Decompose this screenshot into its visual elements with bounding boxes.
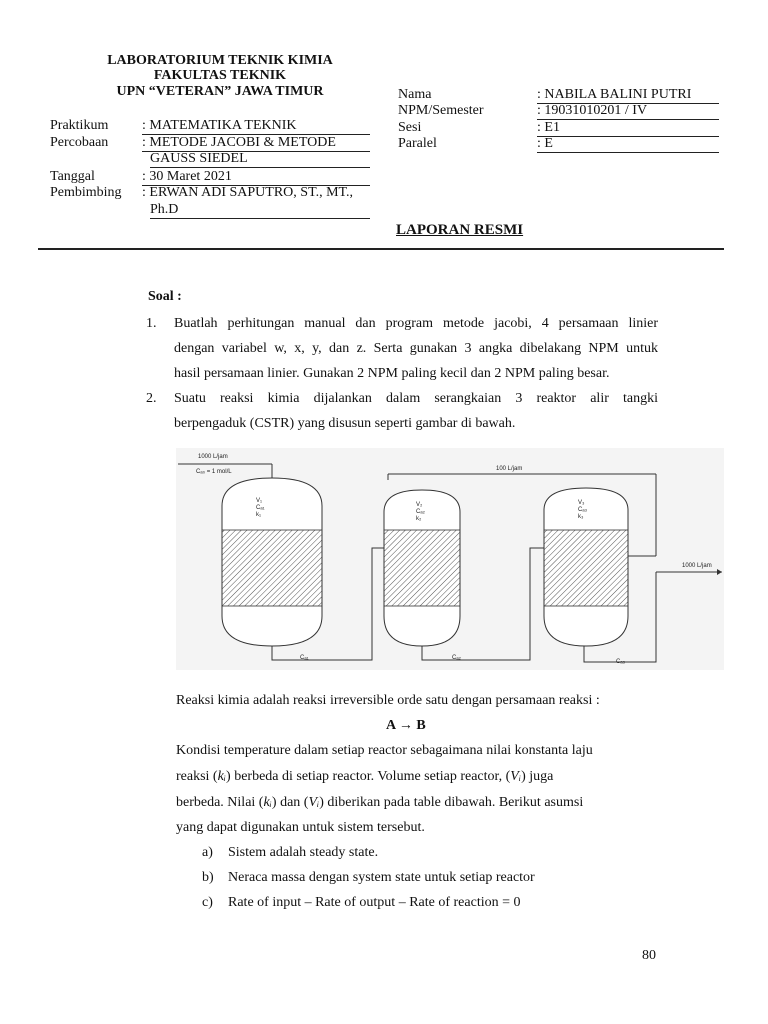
vi-symbol: Vᵢ bbox=[510, 769, 522, 784]
ki-symbol-2: kᵢ bbox=[263, 795, 272, 810]
condition-line-4: yang dapat digunakan untuk sistem tersebut. bbox=[176, 820, 425, 835]
paralel-value: : E bbox=[537, 136, 719, 153]
reactor-2-k: k₂ bbox=[416, 516, 422, 522]
reactor-1-k: k₁ bbox=[256, 512, 262, 518]
soal-heading: Soal : bbox=[148, 289, 182, 304]
nama-value: : NABILA BALINI PUTRI bbox=[537, 87, 719, 104]
ki-symbol: kᵢ bbox=[217, 769, 227, 784]
report-title: LAPORAN RESMI bbox=[396, 222, 524, 238]
pembimbing-value-cont: Ph.D bbox=[150, 202, 370, 219]
condition-line-3: berbeda. Nilai (kᵢ) dan (Vᵢ) diberikan pada table dibawah. Berikut asumsi bbox=[176, 795, 584, 810]
reactor-1-volume: V₁ bbox=[256, 498, 263, 504]
vi-symbol-2: Vᵢ bbox=[308, 795, 320, 810]
recycle-flow-label: 100 L/jam bbox=[496, 466, 523, 472]
item-1-number: 1. bbox=[146, 316, 157, 331]
item-2-line-2: berpengaduk (CSTR) yang disusun seperti gambar di bawah. bbox=[174, 416, 516, 431]
reaction-description: Reaksi kimia adalah reaksi irreversible orde satu dengan persamaan reaksi : bbox=[176, 693, 600, 708]
item-1-line-3: hasil persamaan linier. Gunakan 2 NPM paling kecil dan 2 NPM paling besar. bbox=[174, 366, 610, 381]
reactor-3-conc: Cₐ₃ bbox=[578, 507, 588, 513]
assumption-a-text: Sistem adalah steady state. bbox=[228, 845, 379, 860]
reactor-2-volume: V₂ bbox=[416, 502, 423, 508]
sesi-value: : E1 bbox=[537, 120, 719, 137]
reactor-1-conc: Cₐ₁ bbox=[256, 505, 265, 511]
percobaan-value: : METODE JACOBI & METODE bbox=[142, 135, 370, 152]
reaction-equation: A → B bbox=[386, 718, 426, 733]
lab-title: LABORATORIUM TEKNIK KIMIA bbox=[107, 53, 333, 68]
reactor-3-outlet-label: Cₐ₃ bbox=[616, 659, 626, 665]
item-1-line-1: Buatlah perhitungan manual dan program metode jacobi, 4 persamaan linier bbox=[174, 316, 658, 331]
reactor-3 bbox=[544, 488, 628, 665]
nama-label: Nama bbox=[398, 87, 432, 102]
assumption-b-mark: b) bbox=[202, 870, 214, 885]
assumption-a-mark: a) bbox=[202, 845, 213, 860]
cstr-diagram bbox=[176, 448, 724, 670]
assumption-c-text: Rate of input – Rate of output – Rate of reaction = 0 bbox=[228, 895, 521, 910]
tanggal-label: Tanggal bbox=[50, 169, 95, 184]
tanggal-value: : 30 Maret 2021 bbox=[142, 169, 370, 186]
praktikum-value: : MATEMATIKA TEKNIK bbox=[142, 118, 370, 135]
assumption-b-text: Neraca massa dengan system state untuk setiap reactor bbox=[228, 870, 535, 885]
assumption-c-mark: c) bbox=[202, 895, 213, 910]
reactor-3-volume: V₃ bbox=[578, 500, 585, 506]
npm-label: NPM/Semester bbox=[398, 103, 484, 118]
reactor-2-outlet-label: Cₐ₂ bbox=[452, 655, 461, 661]
percobaan-label: Percobaan bbox=[50, 135, 109, 150]
faculty-title: FAKULTAS TEKNIK bbox=[153, 68, 287, 83]
paralel-label: Paralel bbox=[398, 136, 437, 151]
feed-flow-label: 1000 L/jam bbox=[198, 454, 228, 460]
praktikum-label: Praktikum bbox=[50, 118, 109, 133]
npm-value: : 19031010201 / IV bbox=[537, 103, 719, 120]
reactor-1 bbox=[222, 478, 322, 661]
condition-line-2: reaksi (kᵢ) berbeda di setiap reactor. Volume setiap reactor, (Vᵢ) juga bbox=[176, 769, 554, 784]
page-number: 80 bbox=[642, 948, 656, 963]
university-title: UPN “VETERAN” JAWA TIMUR bbox=[116, 84, 324, 99]
item-2-line-1: Suatu reaksi kimia dijalankan dalam serangkaian 3 reaktor alir tangki bbox=[174, 391, 658, 406]
reactor-2 bbox=[384, 490, 462, 661]
feed-conc-label: Cₐ₀ = 1 mol/L bbox=[196, 469, 232, 475]
percobaan-value-cont: GAUSS SIEDEL bbox=[150, 151, 370, 168]
header-divider bbox=[38, 248, 724, 250]
item-2-number: 2. bbox=[146, 391, 157, 406]
reactor-2-conc: Cₐ₂ bbox=[416, 509, 425, 515]
reactor-3-k: k₃ bbox=[578, 514, 584, 520]
pembimbing-label: Pembimbing bbox=[50, 185, 122, 200]
reactor-1-outlet-label: Cₐ₁ bbox=[300, 655, 309, 661]
condition-line-1: Kondisi temperature dalam setiap reactor sebagaimana nilai konstanta laju bbox=[176, 743, 593, 758]
pembimbing-value: : ERWAN ADI SAPUTRO, ST., MT., bbox=[142, 185, 354, 200]
item-1-line-2: dengan variabel w, x, y, dan z. Serta gunakan 3 angka dibelakang NPM untuk bbox=[174, 341, 658, 356]
out-flow-label: 1000 L/jam bbox=[682, 563, 712, 569]
sesi-label: Sesi bbox=[398, 120, 422, 135]
